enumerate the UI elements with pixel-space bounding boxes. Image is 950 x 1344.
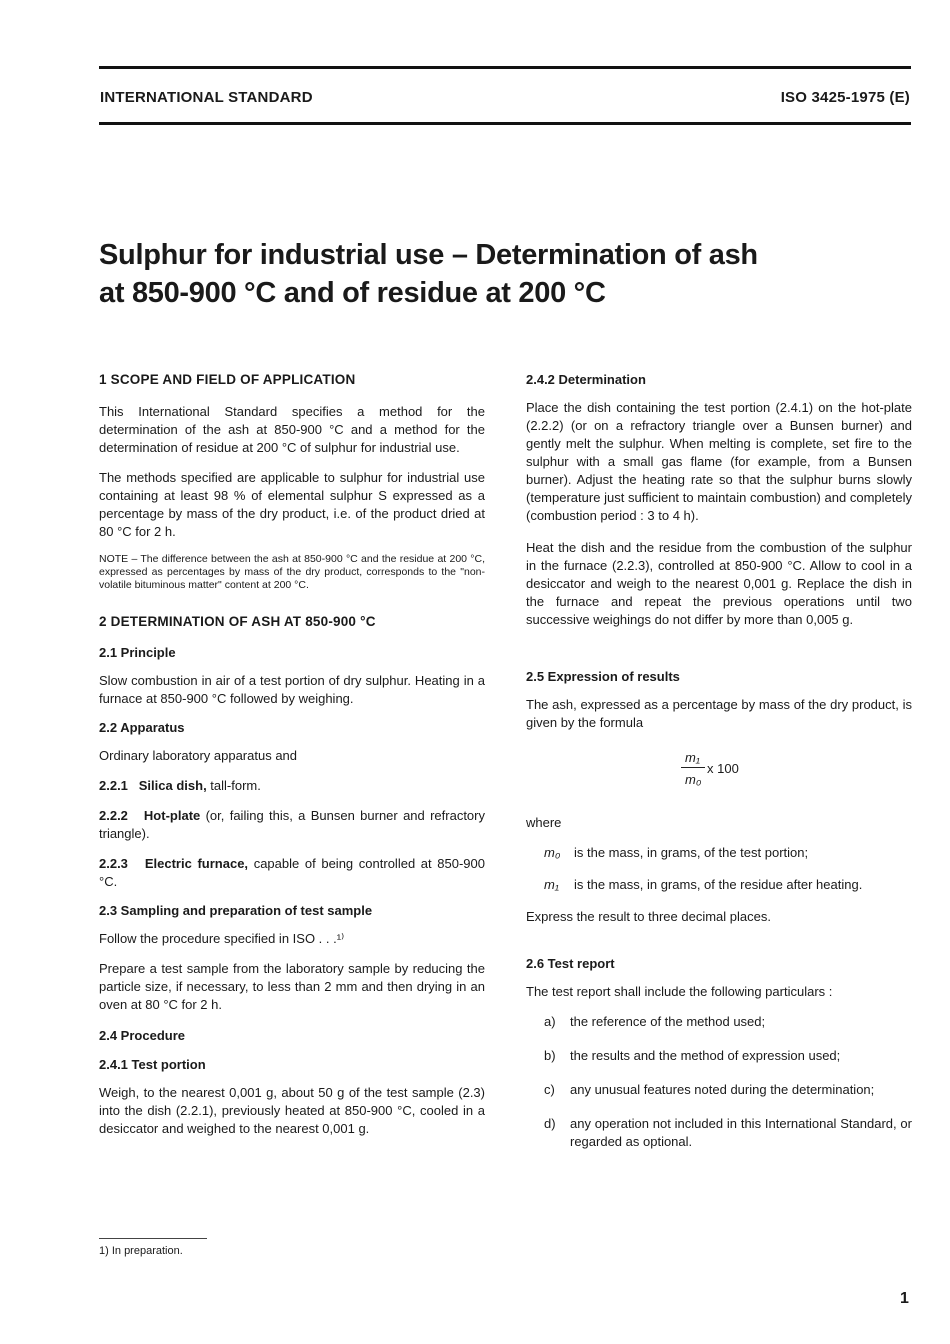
apparatus-item-number: 2.2.1 bbox=[99, 778, 128, 793]
report-item-label: c) bbox=[544, 1082, 555, 1097]
where-label: where bbox=[526, 815, 562, 830]
report-item-label: a) bbox=[544, 1014, 556, 1029]
apparatus-item-number: 2.2.3 bbox=[99, 856, 128, 871]
document-title bbox=[99, 236, 879, 312]
definition-text: is the mass, in grams, of the residue after heating. bbox=[574, 877, 863, 892]
left-column bbox=[99, 372, 485, 1150]
report-item-label: d) bbox=[544, 1116, 556, 1131]
report-item-text: the reference of the method used; bbox=[570, 1014, 766, 1029]
sampling-paragraph-2: Prepare a test sample from the laboratory sample by reducing the particle size, if necessary, to less than 2 mm and then drying in an oven at 80 °C for 2 h. bbox=[99, 961, 485, 1012]
section-2-5-heading: 2.5 Expression of results bbox=[526, 669, 680, 684]
report-item-text: any unusual features noted during the determination; bbox=[570, 1082, 875, 1097]
apparatus-item-hot-plate bbox=[99, 807, 485, 843]
section-2-2-heading: 2.2 Apparatus bbox=[99, 720, 185, 735]
formula-denominator: m₀ bbox=[685, 772, 702, 787]
section-2-3-heading: 2.3 Sampling and preparation of test sample bbox=[99, 903, 373, 918]
apparatus-item-term: Silica dish, bbox=[138, 778, 207, 793]
page-number: 1 bbox=[900, 1290, 909, 1307]
apparatus-item-number: 2.2.2 bbox=[99, 808, 128, 823]
definition-m1 bbox=[526, 876, 912, 894]
report-item-b bbox=[526, 1047, 912, 1065]
apparatus-item-electric-furnace bbox=[99, 855, 485, 891]
test-portion-text: Weigh, to the nearest 0,001 g, about 50 g of the test sample (2.3) into the dish (2.2.1), previously heated at 850-900 °C, cooled in a desiccator and weighed to the nearest 0,001 g. bbox=[99, 1085, 485, 1136]
footnote-rule bbox=[99, 1238, 207, 1239]
apparatus-item-silica-dish bbox=[99, 777, 485, 795]
section-2-1-heading: 2.1 Principle bbox=[99, 645, 176, 660]
header-standard-label: INTERNATIONAL STANDARD bbox=[100, 89, 313, 106]
principle-text: Slow combustion in air of a test portion of dry sulphur. Heating in a furnace at 850-900 °C followed by weighing. bbox=[99, 673, 485, 706]
section-2-heading: 2 DETERMINATION OF ASH AT 850-900 °C bbox=[99, 614, 376, 629]
section-2-4-2-heading: 2.4.2 Determination bbox=[526, 372, 646, 387]
determination-paragraph-1: Place the dish containing the test portion (2.4.1) on the hot-plate (2.2.2) (or on a refractory triangle over a Bunsen burner) and gently melt the sulphur. When melting is complete, set fire to the sulphur with a small gas flame (for example, from a Bunsen burner). Adjust the heating rate so that the sulphur burns slowly (temperature just sufficient to maintain combustion) and completely (combustion period : 3 to 4 h). bbox=[526, 400, 912, 523]
formula-numerator: m₁ bbox=[685, 750, 700, 765]
formula-fraction-bar bbox=[681, 767, 705, 768]
test-report-text: The test report shall include the following particulars : bbox=[526, 984, 833, 999]
header-standard-number: ISO 3425-1975 (E) bbox=[780, 89, 910, 106]
apparatus-item-term: Electric furnace, bbox=[144, 856, 249, 871]
title-line-2: at 850-900 °C and of residue at 200 °C bbox=[99, 277, 606, 309]
report-item-a bbox=[526, 1013, 912, 1031]
apparatus-item-description: tall-form. bbox=[206, 778, 261, 793]
determination-paragraph-2: Heat the dish and the residue from the combustion of the sulphur in the furnace (2.2.3), controlled at 850-900 °C. Allow to cool in a desiccator and weigh to the nearest 0,001 g. Replace the dish in the furnace and repeat the previous operations until two successive weighings do not differ by more than 0,005 g. bbox=[526, 540, 912, 627]
section-1-heading: 1 SCOPE AND FIELD OF APPLICATION bbox=[99, 372, 356, 387]
definition-text: is the mass, in grams, of the test portion; bbox=[574, 845, 809, 860]
report-item-text: any operation not included in this International Standard, or regarded as optional. bbox=[570, 1116, 912, 1149]
definition-m0 bbox=[526, 844, 912, 862]
express-result-text: Express the result to three decimal places. bbox=[526, 909, 771, 924]
sampling-paragraph-1: Follow the procedure specified in ISO . . .¹⁾ bbox=[99, 931, 345, 946]
scope-paragraph-1: This International Standard specifies a method for the determination of the ash at 850-900 °C and a method for the determination of residue at 200 °C of sulphur for industrial use. bbox=[99, 404, 485, 455]
scope-note: NOTE – The difference between the ash at 850-900 °C and the residue at 200 °C, expressed as percentages by mass of the dry product, corresponds to the "non-volatile bituminous matter" content at 200 °C. bbox=[99, 553, 485, 591]
scope-paragraph-2: The methods specified are applicable to sulphur for industrial use containing at least 98 % of elemental sulphur S expressed as a percentage by mass of the dry product, i.e. of the product dried at 80 °C for 2 h. bbox=[99, 470, 485, 539]
report-item-label: b) bbox=[544, 1048, 556, 1063]
section-2-4-1-heading: 2.4.1 Test portion bbox=[99, 1057, 206, 1072]
report-item-text: the results and the method of expression used; bbox=[570, 1048, 841, 1063]
definition-symbol: m₀ bbox=[544, 845, 561, 860]
title-line-1: Sulphur for industrial use – Determination of ash bbox=[99, 239, 758, 271]
apparatus-text: Ordinary laboratory apparatus and bbox=[99, 748, 298, 763]
header-top-rule bbox=[99, 66, 911, 69]
report-item-d bbox=[526, 1115, 912, 1151]
apparatus-item-description: capable of being controlled at 850-900 °C. bbox=[99, 856, 486, 889]
footnote: 1) In preparation. bbox=[99, 1245, 183, 1257]
header-bottom-rule bbox=[99, 122, 911, 125]
ash-formula bbox=[681, 750, 801, 796]
formula-multiplier: x 100 bbox=[707, 761, 739, 776]
definition-symbol: m₁ bbox=[544, 877, 559, 892]
expression-text: The ash, expressed as a percentage by mass of the dry product, is given by the formula bbox=[526, 697, 912, 730]
right-column bbox=[526, 372, 912, 1167]
apparatus-item-description: (or, failing this, a Bunsen burner and refractory triangle). bbox=[99, 808, 485, 841]
apparatus-item-term: Hot-plate bbox=[143, 808, 201, 823]
report-item-c bbox=[526, 1081, 912, 1099]
section-2-6-heading: 2.6 Test report bbox=[526, 956, 615, 971]
section-2-4-heading: 2.4 Procedure bbox=[99, 1028, 185, 1043]
